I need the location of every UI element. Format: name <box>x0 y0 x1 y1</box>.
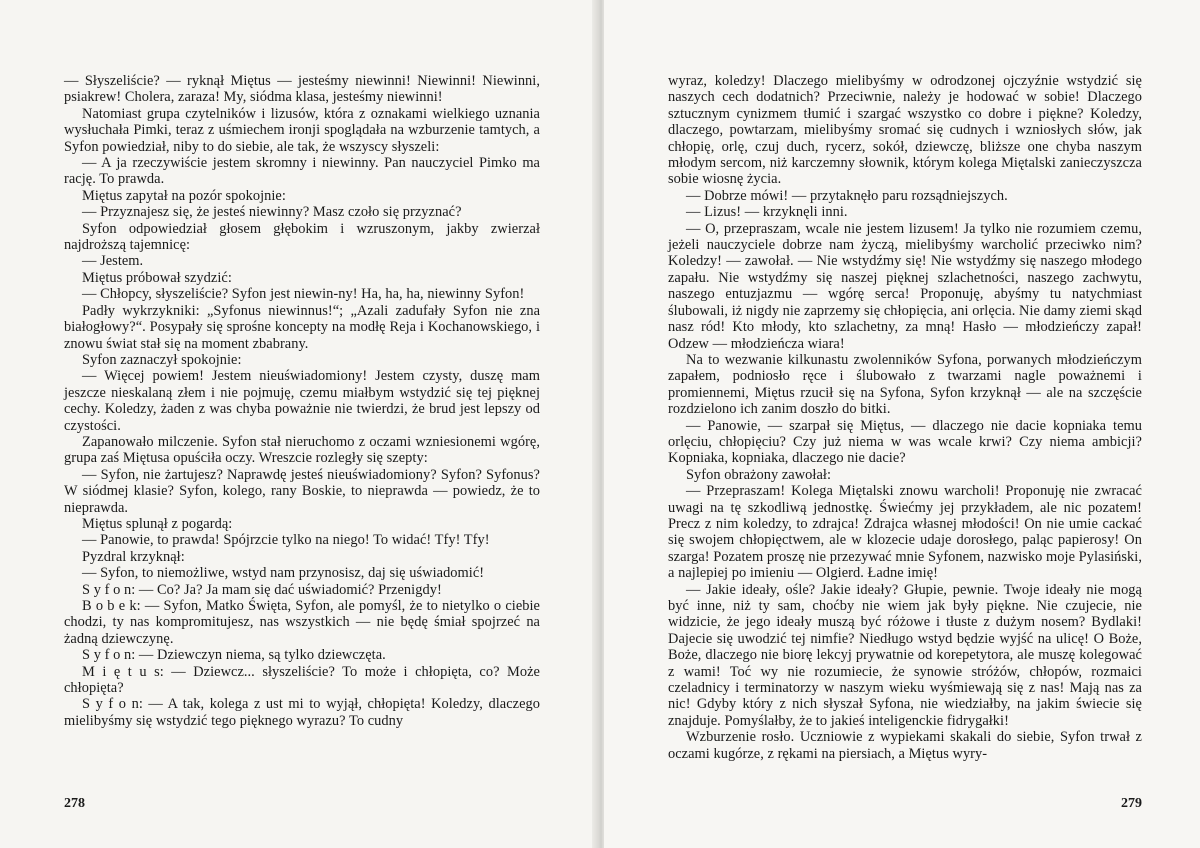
paragraph: Syfon odpowiedział głosem głębokim i wzruszonym, jakby zwierzał najdroższą tajemnicę: <box>64 220 540 254</box>
paragraph: — Przepraszam! Kolega Miętalski znowu warcholi! Proponuję nie zwracać uwagi na tę szkodliwą jednostkę. Świećmy jej przykładem, ale nic pozatem! Precz z nim koledzy, to zdrajca! Zdrajca własnej młodości! On nie umie cackać się swojem chłopięctwem, ale w klozecie udaje dorosłego, paląc papierosy! On szarga! Pozatem proszę nie przezywać mnie Syfonem, nazwisko moje Pylasiński, a najlepiej po imieniu — Olgierd. Ładne imię! <box>668 483 1142 582</box>
paragraph: — Chłopcy, słyszeliście? Syfon jest niewin-ny! Ha, ha, ha, niewinny Syfon! <box>82 286 525 303</box>
right-page <box>604 0 1200 848</box>
paragraph: Zapanowało milczenie. Syfon stał nieruchomo z oczami wzniesionemi wgórę, grupa zaś Miętusa opuściła oczy. Wreszcie rozległy się szepty: <box>64 433 540 467</box>
paragraph: S y f o n: — A tak, kolega z ust mi to wyjął, chłopięta! Koledzy, dlaczego mielibyśmy się wstydzić tego pięknego wyrazu? To cudny <box>64 696 540 729</box>
paragraph: Miętus próbował szydzić: <box>82 269 232 286</box>
paragraph: — Jakie ideały, ośle? Jakie ideały? Głupie, pewnie. Twoje ideały nie mogą być inne, niż ty sam, choćby nie wiem jak były piękne. Nie czujecie, nie widzicie, że jego ideały muszą być różowe i tłuste z dużym nosem? Bydlaki! Dajecie się uwodzić tej nimfie? Niedługo wstyd będzie wyjść na ulicę! O Boże, Boże, dlaczego nie biorę lekcyj prywatnie od korepetytora, ale muszę kolegować z wami! Toć wy nie rozumiecie, że synowie stróżów, chłopów, rozmaici czeladnicy i terminatorzy w naszym wieku wyśmiewają się z nas! Mają nas za nic! Gdyby który z nich słyszał Syfona, nie wiedziałby, na jakim świecie się znajduje. Pomyślałby, że to jakieś inteligenckie fidrygałki! <box>668 581 1142 729</box>
paragraph: — Dobrze mówi! — przytaknęło paru rozsądniejszych. <box>686 187 1008 204</box>
paragraph: — O, przepraszam, wcale nie jestem lizusem! Ja tylko nie rozumiem czemu, jeżeli nauczyciele dobrze nam życzą, mielibyśmy warcholić przeciwko nim? Koledzy! — zawołał. — Nie wstydźmy się! Nie wstydźmy się naszego młodego zapału. Nie wstydźmy się naszej pięknej szlachetności, naszego zachwytu, naszego entuzjazmu — wgórę serca! Proponuję, abyśmy tu natychmiast ślubowali, iż nigdy nie zaprzemy się chłopięcia, ani orlęcia. Nie damy ziemi skąd nasz ród! Kto młody, kto szlachetny, za mną! Hasło — młodzieńczy zapał! Odzew — młodzieńcza wiara! <box>668 220 1142 352</box>
paragraph: — Syfon, nie żartujesz? Naprawdę jesteś nieuświadomiony? Syfon? Syfonus? W siódmej klasie? Syfon, kolego, rany Boskie, to nieprawda — powiedz, że to nieprawda. <box>64 466 540 516</box>
paragraph: Na to wezwanie kilkunastu zwolenników Syfona, porwanych młodzieńczym zapałem, podniosło ręce i ślubowało z twarzami nagle poważnemi i promiennemi, Miętus rzucił się na Syfona, Syfon krzyknął — ale na szczęście rozdzielono ich zanim doszło do bitki. <box>668 351 1142 418</box>
paragraph: S y f o n: — Co? Ja? Ja mam się dać uświadomić? Przenigdy! <box>82 581 442 598</box>
paragraph: — Panowie, to prawda! Spójrzcie tylko na niego! To widać! Tfy! Tfy! <box>82 532 490 549</box>
paragraph: Syfon zaznaczył spokojnie: <box>82 351 242 368</box>
paragraph: — Lizus! — krzyknęli inni. <box>686 204 848 221</box>
paragraph: — Jestem. <box>82 253 144 270</box>
left-page <box>0 0 598 848</box>
paragraph: — Słyszeliście? — ryknął Miętus — jesteśmy niewinni! Niewinni! Niewinni, psiakrew! Cholera, zaraza! My, siódma klasa, jesteśmy niewinni! <box>64 73 540 106</box>
paragraph: — A ja rzeczywiście jestem skromny i niewinny. Pan nauczyciel Pimko ma rację. To prawda. <box>64 155 540 188</box>
left-page-text <box>64 73 540 729</box>
page-number: 279 <box>1121 796 1142 811</box>
paragraph: wyraz, koledzy! Dlaczego mielibyśmy w odrodzonej ojczyźnie wstydzić się naszych cech dodatnich? Przeciwnie, należy je hodować w sobie! Dlaczego sztucznym cynizmem tłumić i szargać wszystko co dobre i piękne? Koledzy, dlaczego, powtarzam, mielibyśmy sromać się cudnych i wzniosłych słów, jak chłopię, orlę, czuj duch, rycerz, sokół, dziewczę, bliższe one chyba naszym młodym sercom, niż karczemny słownik, którym kolega Miętalski zanieczyszcza sobie wiosnę życia. <box>668 73 1142 188</box>
paragraph: S y f o n: — Dziewczyn niema, są tylko dziewczęta. <box>82 647 386 664</box>
paragraph: — Przyznajesz się, że jesteś niewinny? Masz czoło się przyznać? <box>82 204 462 221</box>
paragraph: — Syfon, to niemożliwe, wstyd nam przynosisz, daj się uświadomić! <box>82 565 485 582</box>
right-page-text <box>668 73 1142 762</box>
paragraph: Syfon obrażony zawołał: <box>686 466 832 483</box>
page-number: 278 <box>64 796 85 811</box>
paragraph: Padły wykrzykniki: „Syfonus niewinnus!“; „Azali zadufały Syfon nie zna białogłowy?“. Posypały się sprośne koncepty na modłę Reja i Kochanowskiego, i znowu świat stał się na moment zbabrany. <box>64 302 540 352</box>
paragraph: Wzburzenie rosło. Uczniowie z wypiekami skakali do siebie, Syfon trwał z oczami kugórze, z rękami na piersiach, a Miętus wyry- <box>668 729 1142 762</box>
paragraph: Pyzdral krzyknął: <box>82 548 185 565</box>
paragraph: Miętus zapytał na pozór spokojnie: <box>82 187 286 204</box>
paragraph: Natomiast grupa czytelników i lizusów, która z oznakami wielkiego uznania wysłuchała Pimki, teraz z uśmiechem ironji spoglądała na wzburzenie tamtych, a Syfon powiedział, niby to do siebie, ale tak, że wszyscy słyszeli: <box>64 105 540 155</box>
paragraph: B o b e k: — Syfon, Matko Święta, Syfon, ale pomyśl, że to nietylko o ciebie chodzi, ty nas kompromitujesz, nas wszystkich — nie będę śmiał spojrzeć na żadną dziewczynę. <box>64 598 540 647</box>
paragraph: Miętus splunął z pogardą: <box>82 515 233 532</box>
paragraph: M i ę t u s: — Dziewcz... słyszeliście? To może i chłopięta, co? Może chłopięta? <box>64 663 540 697</box>
paragraph: — Panowie, — szarpał się Miętus, — dlaczego nie dacie kopniaka temu orlęciu, chłopięciu? Czy już niema w was wcale krwi? Czy niema ambicji? Kopniaka, kopniaka, dlaczego nie dacie? <box>668 417 1142 467</box>
paragraph: — Więcej powiem! Jestem nieuświadomiony! Jestem czysty, duszę mam jeszcze nieskalaną złem i nie pojmuję, czemu miałbym wstydzić się tej pięknej cechy. Koledzy, żaden z was chyba poważnie nie twierdzi, że brud jest lepszy od czystości. <box>64 368 540 434</box>
